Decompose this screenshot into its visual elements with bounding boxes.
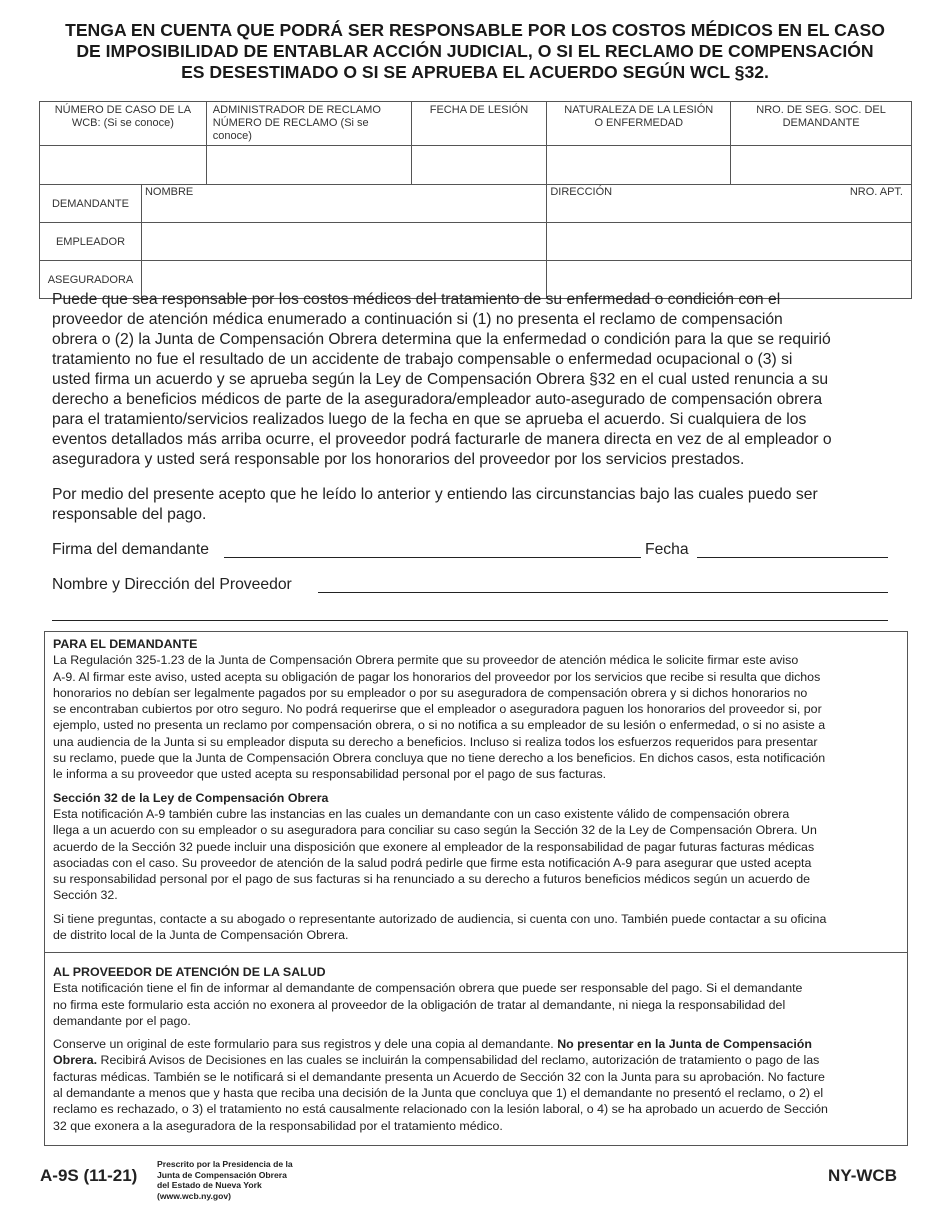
prescribed-note xyxy=(157,1159,293,1201)
statement-line: proveedor de atención médica enumerado a continuación si (1) no presenta el reclamo de compensación xyxy=(52,311,783,328)
note-line: (www.wcb.ny.gov) xyxy=(157,1190,232,1201)
title-line: ES DESESTIMADO O SI SE APRUEBA EL ACUERDO SEGÚN WCL §32. xyxy=(181,62,769,82)
employer-name-field[interactable] xyxy=(141,223,546,261)
header-case-number: NÚMERO DE CASO DE LA WCB: (Si se conoce) xyxy=(40,102,207,146)
paragraph-line: 32 que exonera a la aseguradora de la responsabilidad por el tratamiento médico. xyxy=(53,1118,503,1133)
no-file-notice: Obrera. xyxy=(53,1053,98,1068)
claimant-signature-field[interactable] xyxy=(224,557,641,558)
statement-line: derecho a beneficios médicos de parte de la aseguradora/empleador auto-asegurado de compensación obrera xyxy=(52,391,823,408)
paragraph-line: Esta notificación A-9 también cubre las instancias en las cuales un demandante con un caso existente válido de compensación obrera xyxy=(53,806,790,821)
paragraph-line: ejemplo, usted no presenta un reclamo por compensación obrera, o si no notifica a su empleador de su lesión o enfermedad, o si no asiste a xyxy=(53,718,826,733)
statement-line: usted firma un acuerdo y se aprueba según la Ley de Compensación Obrera §32 en el cual usted renuncia a su xyxy=(52,371,829,388)
header-ssn: NRO. DE SEG. SOC. DEL DEMANDANTE xyxy=(731,102,912,146)
note-line: Prescrito por la Presidencia de la xyxy=(157,1159,293,1169)
claim-info-table xyxy=(39,101,912,299)
statement-line: obrera o (2) la Junta de Compensación Obrera determina que la enfermedad o condición para la que se requirió xyxy=(52,331,831,348)
address-label: DIRECCIÓN xyxy=(550,186,613,198)
paragraph-line: demandante por el pago. xyxy=(53,1013,191,1028)
row-label-claimant: DEMANDANTE xyxy=(40,185,142,223)
injury-nature-field[interactable] xyxy=(547,146,731,185)
paragraph-line: Sección 32. xyxy=(53,888,118,903)
provider-name-address-label: Nombre y Dirección del Proveedor xyxy=(52,576,292,593)
paragraph-line: Esta notificación tiene el fin de informar al demandante de compensación obrera que puede ser responsable del pago. Si el demandante xyxy=(53,981,803,996)
header-injury-nature: NATURALEZA DE LA LESIÓN O ENFERMEDAD xyxy=(547,102,731,146)
statement-line: tratamiento no fue el resultado de un accidente de trabajo compensable o enfermedad ocupacional o (3) si xyxy=(52,351,793,368)
statement-line: eventos detallados más arriba ocurre, el proveedor podrá facturarle de manera directa en vez de al empleador o xyxy=(52,431,832,448)
apt-label: NRO. APT. xyxy=(849,186,903,198)
header-claim-admin: ADMINISTRADOR DE RECLAMO NÚMERO DE RECLAMO (Si se conoce) xyxy=(206,102,411,146)
provider-info-box xyxy=(44,952,908,1146)
paragraph-line: asociadas con el caso. Su proveedor de atención de la salud podrá pedirle que firme esta notificación A-9 para asegurar que usted acepta xyxy=(53,855,812,870)
paragraph-line: no firma este formulario esta acción no exonera al proveedor de la obligación de tratar al demandante, ni niega la responsabilidad del xyxy=(53,997,786,1012)
note-line: del Estado de Nueva York xyxy=(157,1180,262,1191)
paragraph-line: al demandante a menos que y hasta que reciba una decisión de la Junta que concluya que 1) el demandante no presentó el reclamo, o 2) el xyxy=(53,1086,824,1101)
ack-line: responsable del pago. xyxy=(52,506,207,523)
paragraph-line: se encontraban cubiertos por otro seguro. No podrá requerirse que el empleador o aseguradora paguen los honorarios del proveedor si, por xyxy=(53,702,822,717)
paragraph-line: su reclamo, puede que la Junta de Compensación Obrera concluya que no tiene derecho a los beneficios. En dichos casos, esta notificación xyxy=(53,751,826,766)
title-line: TENGA EN CUENTA QUE PODRÁ SER RESPONSABLE POR LOS COSTOS MÉDICOS EN EL CASO xyxy=(65,20,885,40)
paragraph-line: le informa a su proveedor que usted acepta su responsabilidad personal por el pago de sus facturas. xyxy=(53,767,607,782)
claimant-info-box xyxy=(44,631,908,953)
form-title xyxy=(30,20,920,83)
statement-line: para el tratamiento/servicios realizados luego de la fecha en que se aprueba el acuerdo. Si cualquiera de los xyxy=(52,411,807,428)
paragraph-line: honorarios no debían ser legalmente pagados por su empleador o por su aseguradora de compensación obrera y si dichos honorarios no xyxy=(53,685,808,700)
employer-address-field[interactable] xyxy=(547,223,912,261)
row-label-insurer: ASEGURADORA xyxy=(40,261,142,299)
paragraph-line xyxy=(53,1036,899,1052)
ack-line: Por medio del presente acepto que he leído lo anterior y entiendo las circunstancias bajo las cuales puedo ser xyxy=(52,486,818,503)
paragraph-line: Si tiene preguntas, contacte a su abogado o representante autorizado de audiencia, si cuenta con uno. También puede contactar a su oficina xyxy=(53,911,827,926)
claim-admin-field[interactable] xyxy=(206,146,411,185)
section32-heading: Sección 32 de la Ley de Compensación Obrera xyxy=(53,790,329,805)
paragraph-text: Conserve un original de este formulario para sus registros y dele una copia al demandante. xyxy=(53,1037,558,1052)
paragraph-line: su responsabilidad personal por el pago de sus facturas si ha renunciado a su derecho a futuros beneficios médicos según un acuerdo de xyxy=(53,872,811,887)
provider-box-heading: AL PROVEEDOR DE ATENCIÓN DE LA SALUD xyxy=(53,965,326,979)
paragraph-line: llega a un acuerdo con su empleador o su aseguradora para conciliar su caso según la Sección 32 de la Ley de Compensación Obrera. Un xyxy=(53,823,817,838)
form-code: A-9S (11-21) xyxy=(40,1166,138,1185)
date-label: Fecha xyxy=(645,541,689,558)
claimant-address-field[interactable] xyxy=(547,185,912,223)
org-code: NY-WCB xyxy=(828,1166,897,1185)
paragraph-line: una audiencia de la Junta si su empleador disputa su derecho a beneficios. Incluso si realiza todos los esfuerzos requeridos para presentar xyxy=(53,734,818,749)
ssn-field[interactable] xyxy=(731,146,912,185)
claimant-name-field[interactable] xyxy=(141,185,546,223)
paragraph-text: Recibirá Avisos de Decisiones en las cuales se incluirán la compensabilidad del reclamo, autorización de tratamiento o pago de las xyxy=(97,1053,820,1068)
case-number-field[interactable] xyxy=(40,146,207,185)
acknowledgement xyxy=(52,485,912,525)
row-label-employer: EMPLEADOR xyxy=(40,223,142,261)
paragraph-line: reclamo es rechazado, o 3) el tratamiento no está causalmente relacionado con la lesión laboral, o 4) se ha aprobado un acuerdo de Sección xyxy=(53,1102,828,1117)
paragraph-line: facturas médicas. También se le notificará si el demandante presenta un Acuerdo de Sección 32 con la Junta para su aprobación. No facture xyxy=(53,1069,825,1084)
paragraph-line: La Regulación 325-1.23 de la Junta de Compensación Obrera permite que su proveedor de atención médica le solicite firmar este aviso xyxy=(53,653,799,668)
claimant-box-heading: PARA EL DEMANDANTE xyxy=(53,637,198,651)
title-line: DE IMPOSIBILIDAD DE ENTABLAR ACCIÓN JUDICIAL, O SI EL RECLAMO DE COMPENSACIÓN xyxy=(76,41,874,61)
paragraph-line: acuerdo de la Sección 32 puede incluir una disposición que exonere al empleador de la responsabilidad de pagar futuras facturas médicas xyxy=(53,839,815,854)
statement-line: aseguradora y usted será responsable por los honorarios del proveedor por los servicios prestados. xyxy=(52,451,745,468)
paragraph-line xyxy=(53,1052,899,1068)
liability-statement xyxy=(52,290,912,470)
statement-line: Puede que sea responsable por los costos médicos del tratamiento de su enfermedad o condición con el xyxy=(52,291,781,308)
name-label: NOMBRE xyxy=(144,186,194,198)
header-injury-date: FECHA DE LESIÓN xyxy=(411,102,547,146)
no-file-notice: No presentar en la Junta de Compensación xyxy=(557,1037,812,1052)
injury-date-field[interactable] xyxy=(411,146,547,185)
claimant-signature-label: Firma del demandante xyxy=(52,541,209,558)
provider-name-address-field-line2[interactable] xyxy=(52,620,888,621)
paragraph-line: A-9. Al firmar este aviso, usted acepta su obligación de pagar los honorarios del proveedor por los servicios que recibe si resulta que dichos xyxy=(53,669,821,684)
note-line: Junta de Compensación Obrera xyxy=(157,1169,287,1180)
date-field[interactable] xyxy=(697,557,888,558)
provider-name-address-field[interactable] xyxy=(318,592,888,593)
paragraph-line: de distrito local de la Junta de Compensación Obrera. xyxy=(53,928,349,943)
